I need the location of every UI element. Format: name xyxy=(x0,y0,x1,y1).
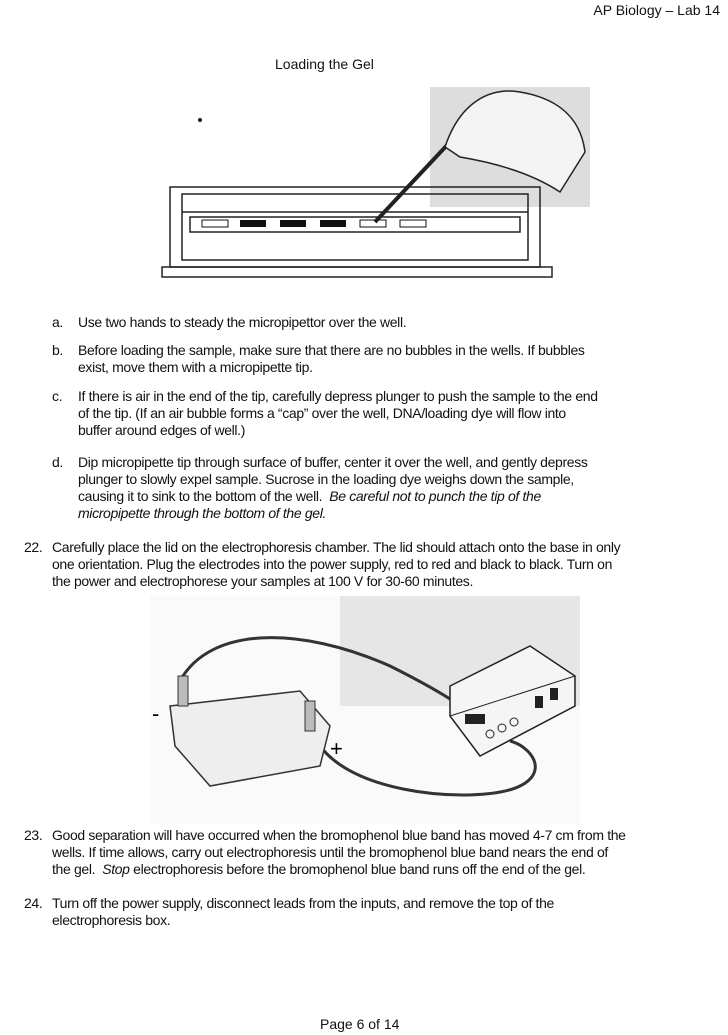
step-d-line: plunger to slowly expel sample. Sucrose in the loading dye weighs down the sample, xyxy=(78,471,574,487)
page-number: Page 6 of 14 xyxy=(320,1016,400,1032)
step-23-line: electrophoresis before the bromophenol blue band runs off the end of the gel. xyxy=(129,861,586,877)
step-c-marker: c. xyxy=(52,388,63,404)
gel-loading-illustration xyxy=(160,82,600,294)
step-23-marker: 23. xyxy=(24,827,43,843)
step-23-line: the gel. xyxy=(52,861,103,877)
step-24-line: electrophoresis box. xyxy=(52,912,171,928)
step-d-line: causing it to sink to the bottom of the well. xyxy=(78,488,330,504)
step-d-warning: Be careful not to punch the tip of the xyxy=(329,488,541,504)
step-b-marker: b. xyxy=(52,342,63,358)
step-24-line: Turn off the power supply, disconnect leads from the inputs, and remove the top of the xyxy=(52,895,554,911)
step-d-marker: d. xyxy=(52,454,63,470)
step-24-marker: 24. xyxy=(24,895,43,911)
step-22-line: the power and electrophorese your samples at 100 V for 30-60 minutes. xyxy=(52,573,473,589)
step-c-line: buffer around edges of well.) xyxy=(78,422,246,438)
step-23-line: wells. If time allows, carry out electrophoresis until the bromophenol blue band nears the end of xyxy=(52,844,608,860)
step-a-line: Use two hands to steady the micropipettor over the well. xyxy=(78,314,407,330)
step-d-warning: micropipette through the bottom of the gel. xyxy=(78,505,326,521)
step-23-emphasis: Stop xyxy=(102,861,130,877)
step-b-line: Before loading the sample, make sure that there are no bubbles in the wells. If bubbles xyxy=(78,342,585,358)
step-22-line: one orientation. Plug the electrodes into the power supply, red to red and black to black. Turn on xyxy=(52,556,613,572)
step-23-line: Good separation will have occurred when the bromophenol blue band has moved 4-7 cm from the xyxy=(52,827,626,843)
step-b-line: exist, move them with a micropipette tip. xyxy=(78,359,313,375)
header-title: AP Biology – Lab 14 xyxy=(593,2,720,18)
step-22-marker: 22. xyxy=(24,539,43,555)
step-d-line: Dip micropipette tip through surface of buffer, center it over the well, and gently depress xyxy=(78,454,588,470)
step-a-marker: a. xyxy=(52,314,63,330)
positive-terminal-label: + xyxy=(330,736,343,761)
step-22-line: Carefully place the lid on the electrophoresis chamber. The lid should attach onto the base in only xyxy=(52,539,621,555)
figure-caption: Loading the Gel xyxy=(275,56,374,72)
step-c-line: of the tip. (If an air bubble forms a “cap” over the well, DNA/loading dye will flow into xyxy=(78,405,566,421)
negative-terminal-label: - xyxy=(152,701,160,726)
step-c-line: If there is air in the end of the tip, carefully depress plunger to push the sample to the end xyxy=(78,388,598,404)
electrophoresis-setup-illustration xyxy=(150,596,580,824)
